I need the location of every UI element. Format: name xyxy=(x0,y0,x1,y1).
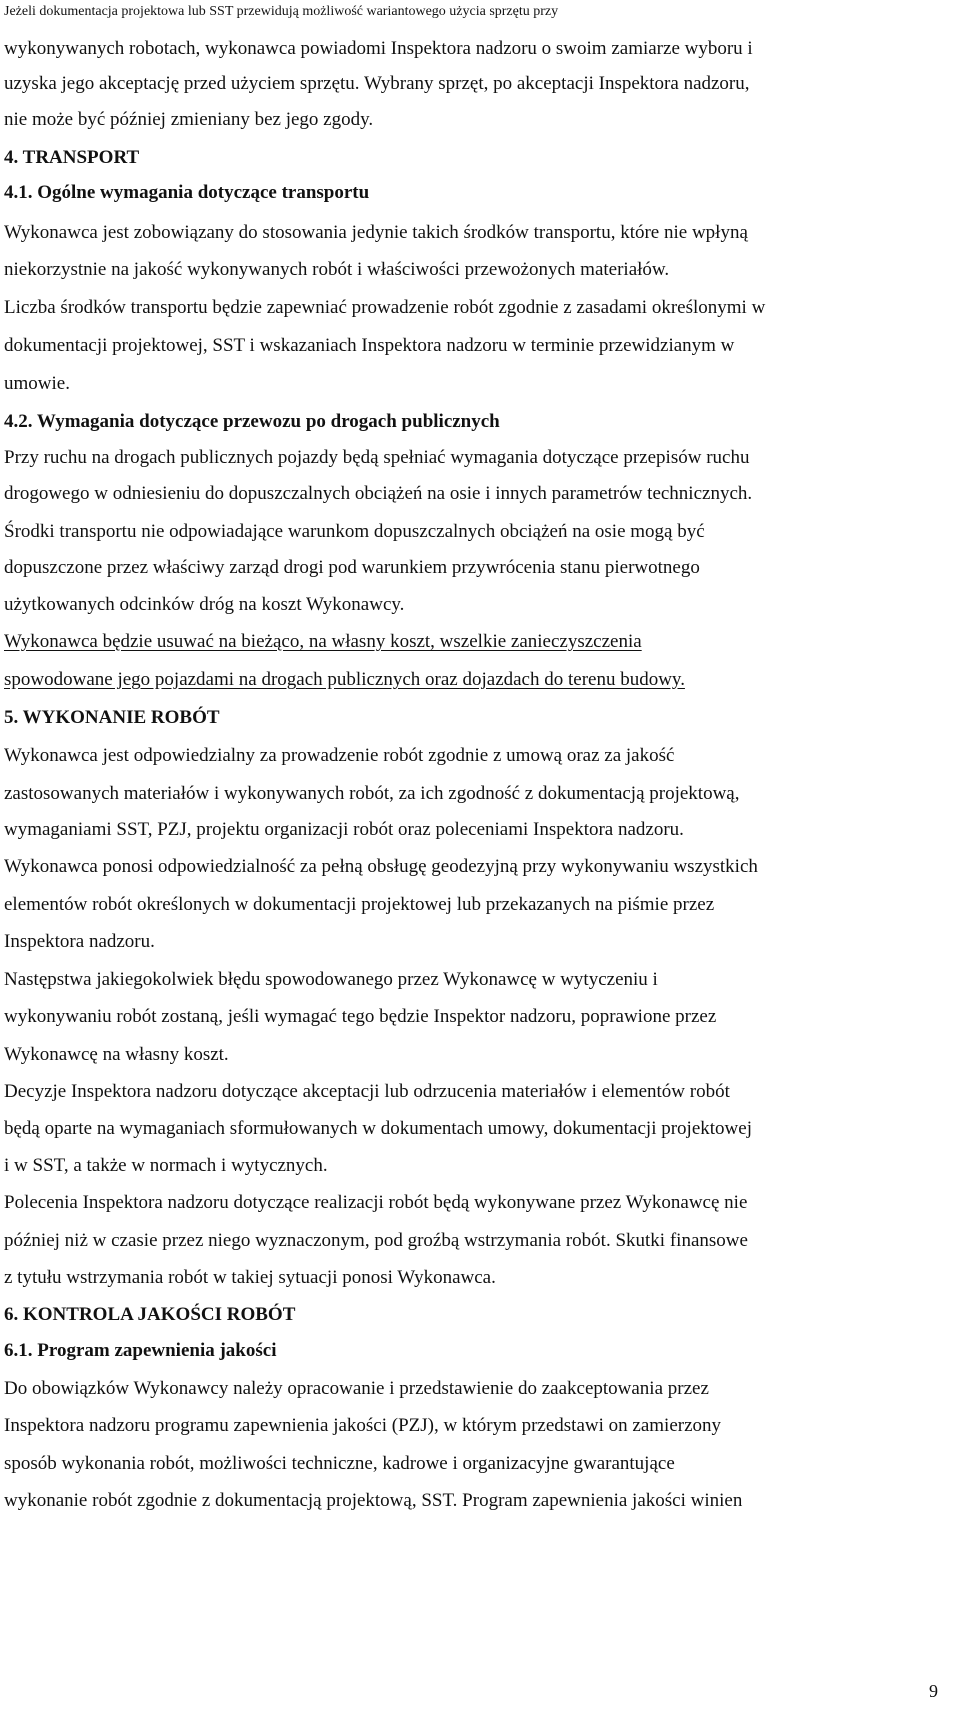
page-number: 9 xyxy=(929,1681,938,1701)
body-text-line: Następstwa jakiegokolwiek błędu spowodowanego przez Wykonawcę w wytyczeniu i xyxy=(4,969,658,990)
body-text-line: Wykonawca jest zobowiązany do stosowania jedynie takich środków transportu, które nie wpłyną xyxy=(4,222,748,243)
body-text-line: wykonywanych robotach, wykonawca powiadomi Inspektora nadzoru o swoim zamiarze wyboru i xyxy=(4,38,753,59)
body-text-line: drogowego w odniesieniu do dopuszczalnych obciążeń na osie i innych parametrów technicznych. xyxy=(4,483,753,504)
body-text-line: Decyzje Inspektora nadzoru dotyczące akceptacji lub odrzucenia materiałów i elementów robót xyxy=(4,1081,730,1102)
body-text-line: dokumentacji projektowej, SST i wskazaniach Inspektora nadzoru w terminie przewidzianym w xyxy=(4,335,735,356)
body-text-line: wykonanie robót zgodnie z dokumentacją projektową, SST. Program zapewnienia jakości winien xyxy=(4,1490,743,1511)
body-text-line: uzyska jego akceptację przed użyciem sprzętu. Wybrany sprzęt, po akceptacji Inspektora nadzoru, xyxy=(4,73,750,94)
body-text-line: elementów robót określonych w dokumentacji projektowej lub przekazanych na piśmie przez xyxy=(4,894,715,915)
body-text-line: wykonywaniu robót zostaną, jeśli wymagać tego będzie Inspektor nadzoru, poprawione przez xyxy=(4,1006,717,1027)
underlined-text-line: Wykonawca będzie usuwać na bieżąco, na własny koszt, wszelkie zanieczyszczenia xyxy=(4,631,642,652)
underlined-text-line: spowodowane jego pojazdami na drogach publicznych oraz dojazdach do terenu budowy. xyxy=(4,669,685,690)
subsection-heading: 4.1. Ogólne wymagania dotyczące transportu xyxy=(4,182,370,203)
body-text-line: użytkowanych odcinków dróg na koszt Wykonawcy. xyxy=(4,594,405,615)
body-text-line: Wykonawca ponosi odpowiedzialność za pełną obsługę geodezyjną przy wykonywaniu wszystkich xyxy=(4,856,758,877)
body-text-line: nie może być później zmieniany bez jego zgody. xyxy=(4,109,374,130)
body-text-line: Do obowiązków Wykonawcy należy opracowanie i przedstawienie do zaakceptowania przez xyxy=(4,1378,709,1399)
body-text-line: z tytułu wstrzymania robót w takiej sytuacji ponosi Wykonawca. xyxy=(4,1267,496,1288)
section-heading: 4. TRANSPORT xyxy=(4,147,140,168)
body-text-line: niekorzystnie na jakość wykonywanych robót i właściwości przewożonych materiałów. xyxy=(4,259,670,280)
body-text-line: sposób wykonania robót, możliwości techniczne, kadrowe i organizacyjne gwarantujące xyxy=(4,1453,675,1474)
body-text-line: Liczba środków transportu będzie zapewniać prowadzenie robót zgodnie z zasadami określonymi w xyxy=(4,297,766,318)
body-text-line: Inspektora nadzoru programu zapewnienia jakości (PZJ), w którym przedstawi on zamierzony xyxy=(4,1415,722,1436)
subsection-heading: 6.1. Program zapewnienia jakości xyxy=(4,1340,277,1361)
body-text-line: Inspektora nadzoru. xyxy=(4,931,155,952)
body-text-line: zastosowanych materiałów i wykonywanych robót, za ich zgodność z dokumentacją projektową, xyxy=(4,783,740,804)
body-text-line: Wykonawca jest odpowiedzialny za prowadzenie robót zgodnie z umową oraz za jakość xyxy=(4,745,675,766)
body-text-line: wymaganiami SST, PZJ, projektu organizacji robót oraz poleceniami Inspektora nadzoru. xyxy=(4,819,684,840)
section-heading: 6. KONTROLA JAKOŚCI ROBÓT xyxy=(4,1304,296,1325)
body-text-line: umowie. xyxy=(4,373,70,394)
body-text-line: Polecenia Inspektora nadzoru dotyczące realizacji robót będą wykonywane przez Wykonawcę nie xyxy=(4,1192,748,1213)
body-text-line: dopuszczone przez właściwy zarząd drogi pod warunkiem przywrócenia stanu pierwotnego xyxy=(4,557,700,578)
body-text-line: Przy ruchu na drogach publicznych pojazdy będą spełniać wymagania dotyczące przepisów ruchu xyxy=(4,447,750,468)
subsection-heading: 4.2. Wymagania dotyczące przewozu po drogach publicznych xyxy=(4,411,500,432)
section-heading: 5. WYKONANIE ROBÓT xyxy=(4,707,220,728)
body-text-line: Jeżeli dokumentacja projektowa lub SST przewidują możliwość wariantowego użycia sprzętu przy xyxy=(4,4,559,19)
body-text-line: Środki transportu nie odpowiadające warunkom dopuszczalnych obciążeń na osie mogą być xyxy=(4,521,705,542)
body-text-line: będą oparte na wymaganiach sformułowanych w dokumentach umowy, dokumentacji projektowej xyxy=(4,1118,752,1139)
body-text-line: Wykonawcę na własny koszt. xyxy=(4,1044,229,1065)
body-text-line: później niż w czasie przez niego wyznaczonym, pod groźbą wstrzymania robót. Skutki finansowe xyxy=(4,1230,748,1251)
body-text-line: i w SST, a także w normach i wytycznych. xyxy=(4,1155,328,1176)
